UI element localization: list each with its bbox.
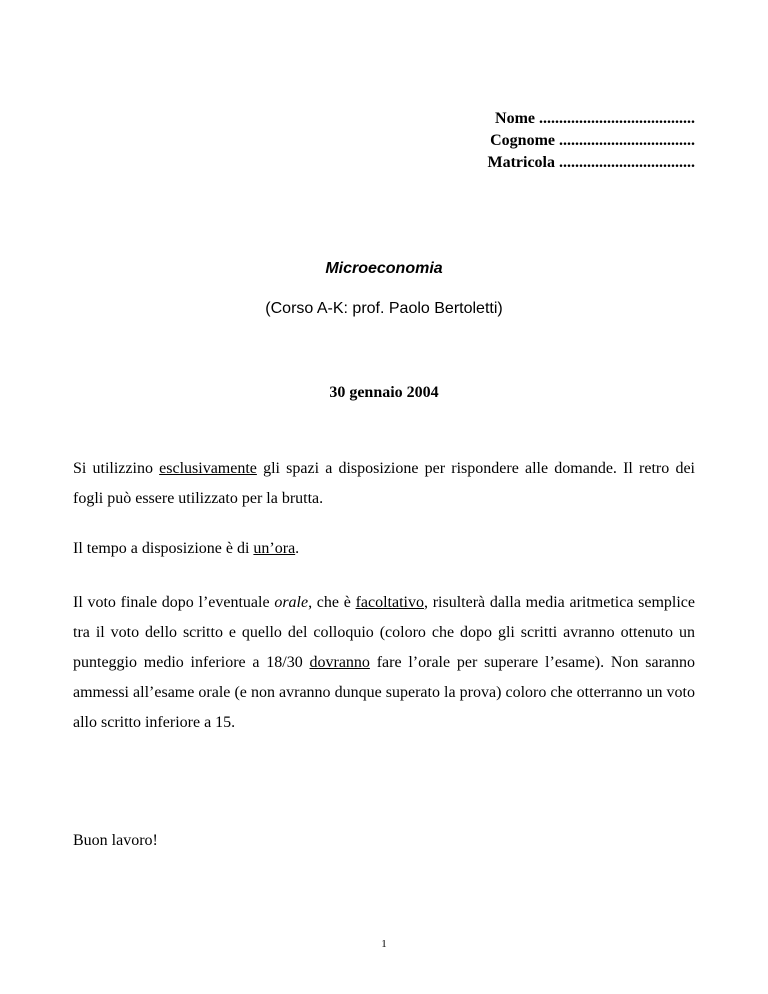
instructions-paragraph xyxy=(73,454,695,514)
closing-line: Buon lavoro! xyxy=(73,832,158,849)
student-id-block xyxy=(487,108,695,174)
text-run: Il voto finale dopo l’eventuale xyxy=(73,594,275,611)
text-run: gli spazi a disposizione per rispondere alle domande. Il retro dei fogli può essere utilizzato per la brutta. xyxy=(73,460,695,507)
underlined-text: un’ora xyxy=(253,540,296,557)
underlined-text: facoltativo xyxy=(355,594,424,611)
text-run: Il tempo a disposizione è di xyxy=(73,540,254,557)
course-subtitle: (Corso A-K: prof. Paolo Bertoletti) xyxy=(265,300,503,317)
course-title: Microeconomia xyxy=(325,260,443,277)
text-run: . xyxy=(295,540,300,557)
underlined-text: esclusivamente xyxy=(159,460,257,477)
text-run: Si utilizzino xyxy=(73,460,160,477)
text-run: fare l’orale per superare l’esame). Non saranno ammessi all’esame orale (e non avranno dunque superato la prova) coloro che otterranno un voto allo scritto inferiore a 15. xyxy=(73,654,695,731)
matricola-field: Matricola .................................. xyxy=(487,154,695,171)
page-number: 1 xyxy=(381,938,387,950)
underlined-text: dovranno xyxy=(309,654,370,671)
exam-date: 30 gennaio 2004 xyxy=(329,384,439,401)
text-run: , che è xyxy=(308,594,356,611)
nome-field: Nome ....................................... xyxy=(495,110,695,127)
cognome-field: Cognome .................................. xyxy=(490,132,695,149)
grading-paragraph xyxy=(73,588,695,738)
text-run: , risulterà dalla media aritmetica semplice tra il voto dello scritto e quello del colloquio (coloro che dopo gli scritti avranno ottenuto un punteggio medio inferiore a 18/30 xyxy=(73,594,696,671)
time-paragraph xyxy=(73,534,695,564)
italic-text: orale xyxy=(274,594,309,611)
